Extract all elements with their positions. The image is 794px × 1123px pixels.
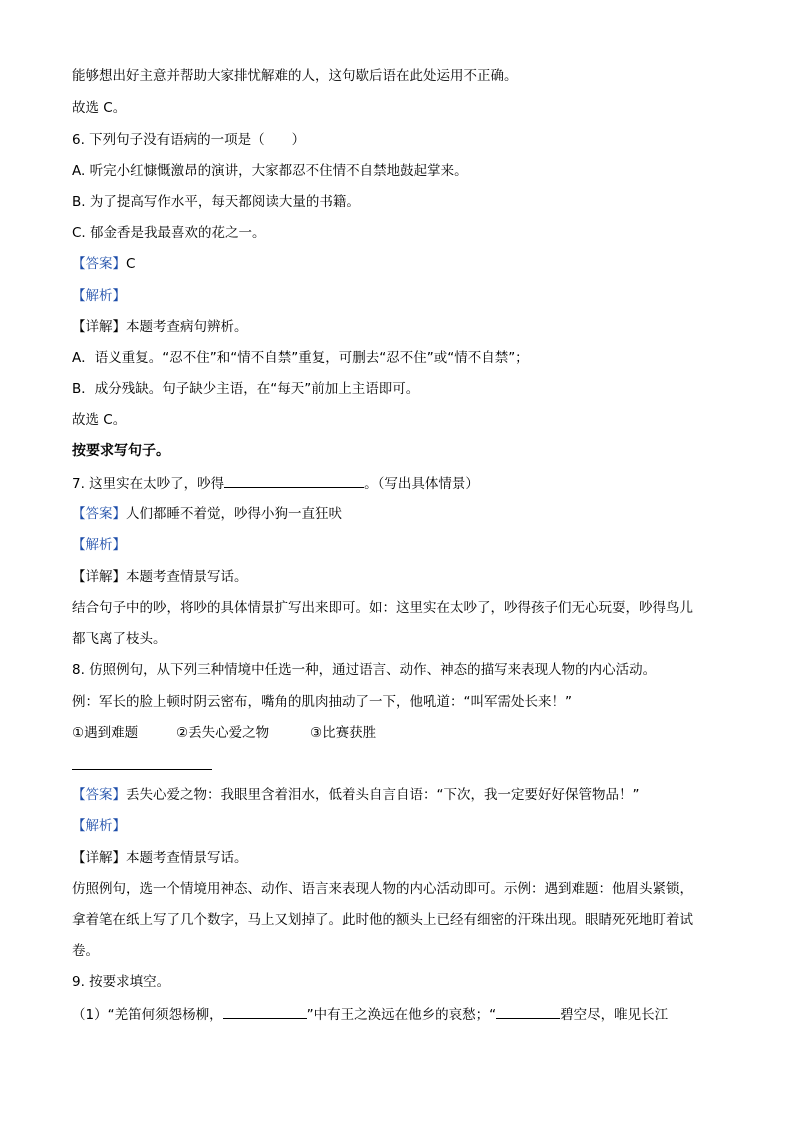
question-9-stem: 9. 按要求填空。 — [72, 974, 171, 990]
question-6-option-b: B. 为了提高写作水平，每天都阅读大量的书籍。 — [72, 194, 360, 210]
fill-blank — [224, 473, 364, 488]
answer-text: 丢失心爱之物：我眼里含着泪水，低着头自言自语：“下次，我一定要好好保管物品！” — [126, 787, 640, 803]
fill-blank — [496, 1004, 560, 1019]
question-6-option-c: C. 郁金香是我最喜欢的花之一。 — [72, 225, 266, 241]
option-3: ③比赛获胜 — [310, 725, 377, 741]
option-1: ①遇到难题 — [72, 725, 139, 741]
question-7-text: 7. 这里实在太吵了，吵得 — [72, 476, 225, 492]
answer-line — [72, 785, 640, 805]
question-8-example: 例：军长的脸上顿时阴云密布，嘴角的肌肉抽动了一下，他吼道：“叫军需处长来！” — [72, 694, 572, 710]
answer-tag: 【答案】 — [72, 506, 126, 522]
fill-blank — [223, 1004, 307, 1019]
question-8-stem: 8. 仿照例句，从下列三种情境中任选一种，通过语言、动作、神态的描写来表现人物的内心活动。 — [72, 662, 657, 678]
detail-line — [72, 848, 248, 868]
question-6-option-a: A. 听完小红慷慨激昂的演讲，大家都忍不住情不自禁地鼓起掌来。 — [72, 163, 468, 179]
text-line: A．语义重复。“忍不住”和“情不自禁”重复，可删去“忍不住”或“情不自禁”； — [72, 350, 529, 366]
detail-text: 本题考查病句辨析。 — [126, 319, 248, 335]
text-line: 故选 C。 — [72, 100, 127, 116]
answer-line — [72, 254, 135, 274]
question-7-stem — [72, 473, 479, 494]
detail-text: 本题考查情景写话。 — [126, 850, 248, 866]
item-text: ”中有王之涣远在他乡的哀愁；“ — [306, 1007, 497, 1023]
text-line: 能够想出好主意并帮助大家排忧解难的人，这句歇后语在此处运用不正确。 — [72, 68, 518, 84]
section-heading: 按要求写句子。 — [72, 443, 170, 459]
question-8-options — [72, 723, 376, 743]
detail-tag: 【详解】 — [72, 319, 126, 335]
item-text: （1）“羌笛何须怨杨柳， — [72, 1007, 223, 1023]
text-line: 结合句子中的吵，将吵的具体情景扩写出来即可。如：这里实在太吵了，吵得孩子们无心玩耍，吵得鸟儿 — [72, 600, 693, 616]
analysis-tag: 【解析】 — [72, 537, 126, 553]
text-line: B．成分残缺。句子缺少主语，在“每天”前加上主语即可。 — [72, 381, 420, 397]
text-line: 拿着笔在纸上写了几个数字，马上又划掉了。此时他的额头上已经有细密的汗珠出现。眼睛死死地盯着试 — [72, 912, 693, 928]
detail-line — [72, 567, 248, 587]
detail-line — [72, 317, 248, 337]
option-2: ②丢失心爱之物 — [176, 725, 270, 741]
text-line: 卷。 — [72, 943, 99, 959]
detail-text: 本题考查情景写话。 — [126, 569, 248, 585]
answer-text: C — [126, 256, 136, 272]
answer-text: 人们都睡不着觉，吵得小狗一直狂吠 — [126, 506, 342, 522]
question-6-stem: 6. 下列句子没有语病的一项是（ ） — [72, 132, 306, 148]
text-line: 仿照例句，选一个情境用神态、动作、语言来表现人物的内心活动即可。示例：遇到难题：他眉头紧锁， — [72, 881, 693, 897]
detail-tag: 【详解】 — [72, 850, 126, 866]
answer-tag: 【答案】 — [72, 787, 126, 803]
text-line: 故选 C。 — [72, 412, 127, 428]
answer-blank-line — [72, 769, 212, 770]
analysis-tag: 【解析】 — [72, 288, 126, 304]
question-9-item-1 — [72, 1004, 668, 1025]
answer-tag: 【答案】 — [72, 256, 126, 272]
analysis-tag: 【解析】 — [72, 818, 126, 834]
question-7-hint: 。（写出具体情景） — [364, 476, 479, 492]
item-text: 碧空尽，唯见长江 — [560, 1007, 669, 1023]
answer-line — [72, 504, 342, 524]
text-line: 都飞离了枝头。 — [72, 631, 167, 647]
detail-tag: 【详解】 — [72, 569, 126, 585]
